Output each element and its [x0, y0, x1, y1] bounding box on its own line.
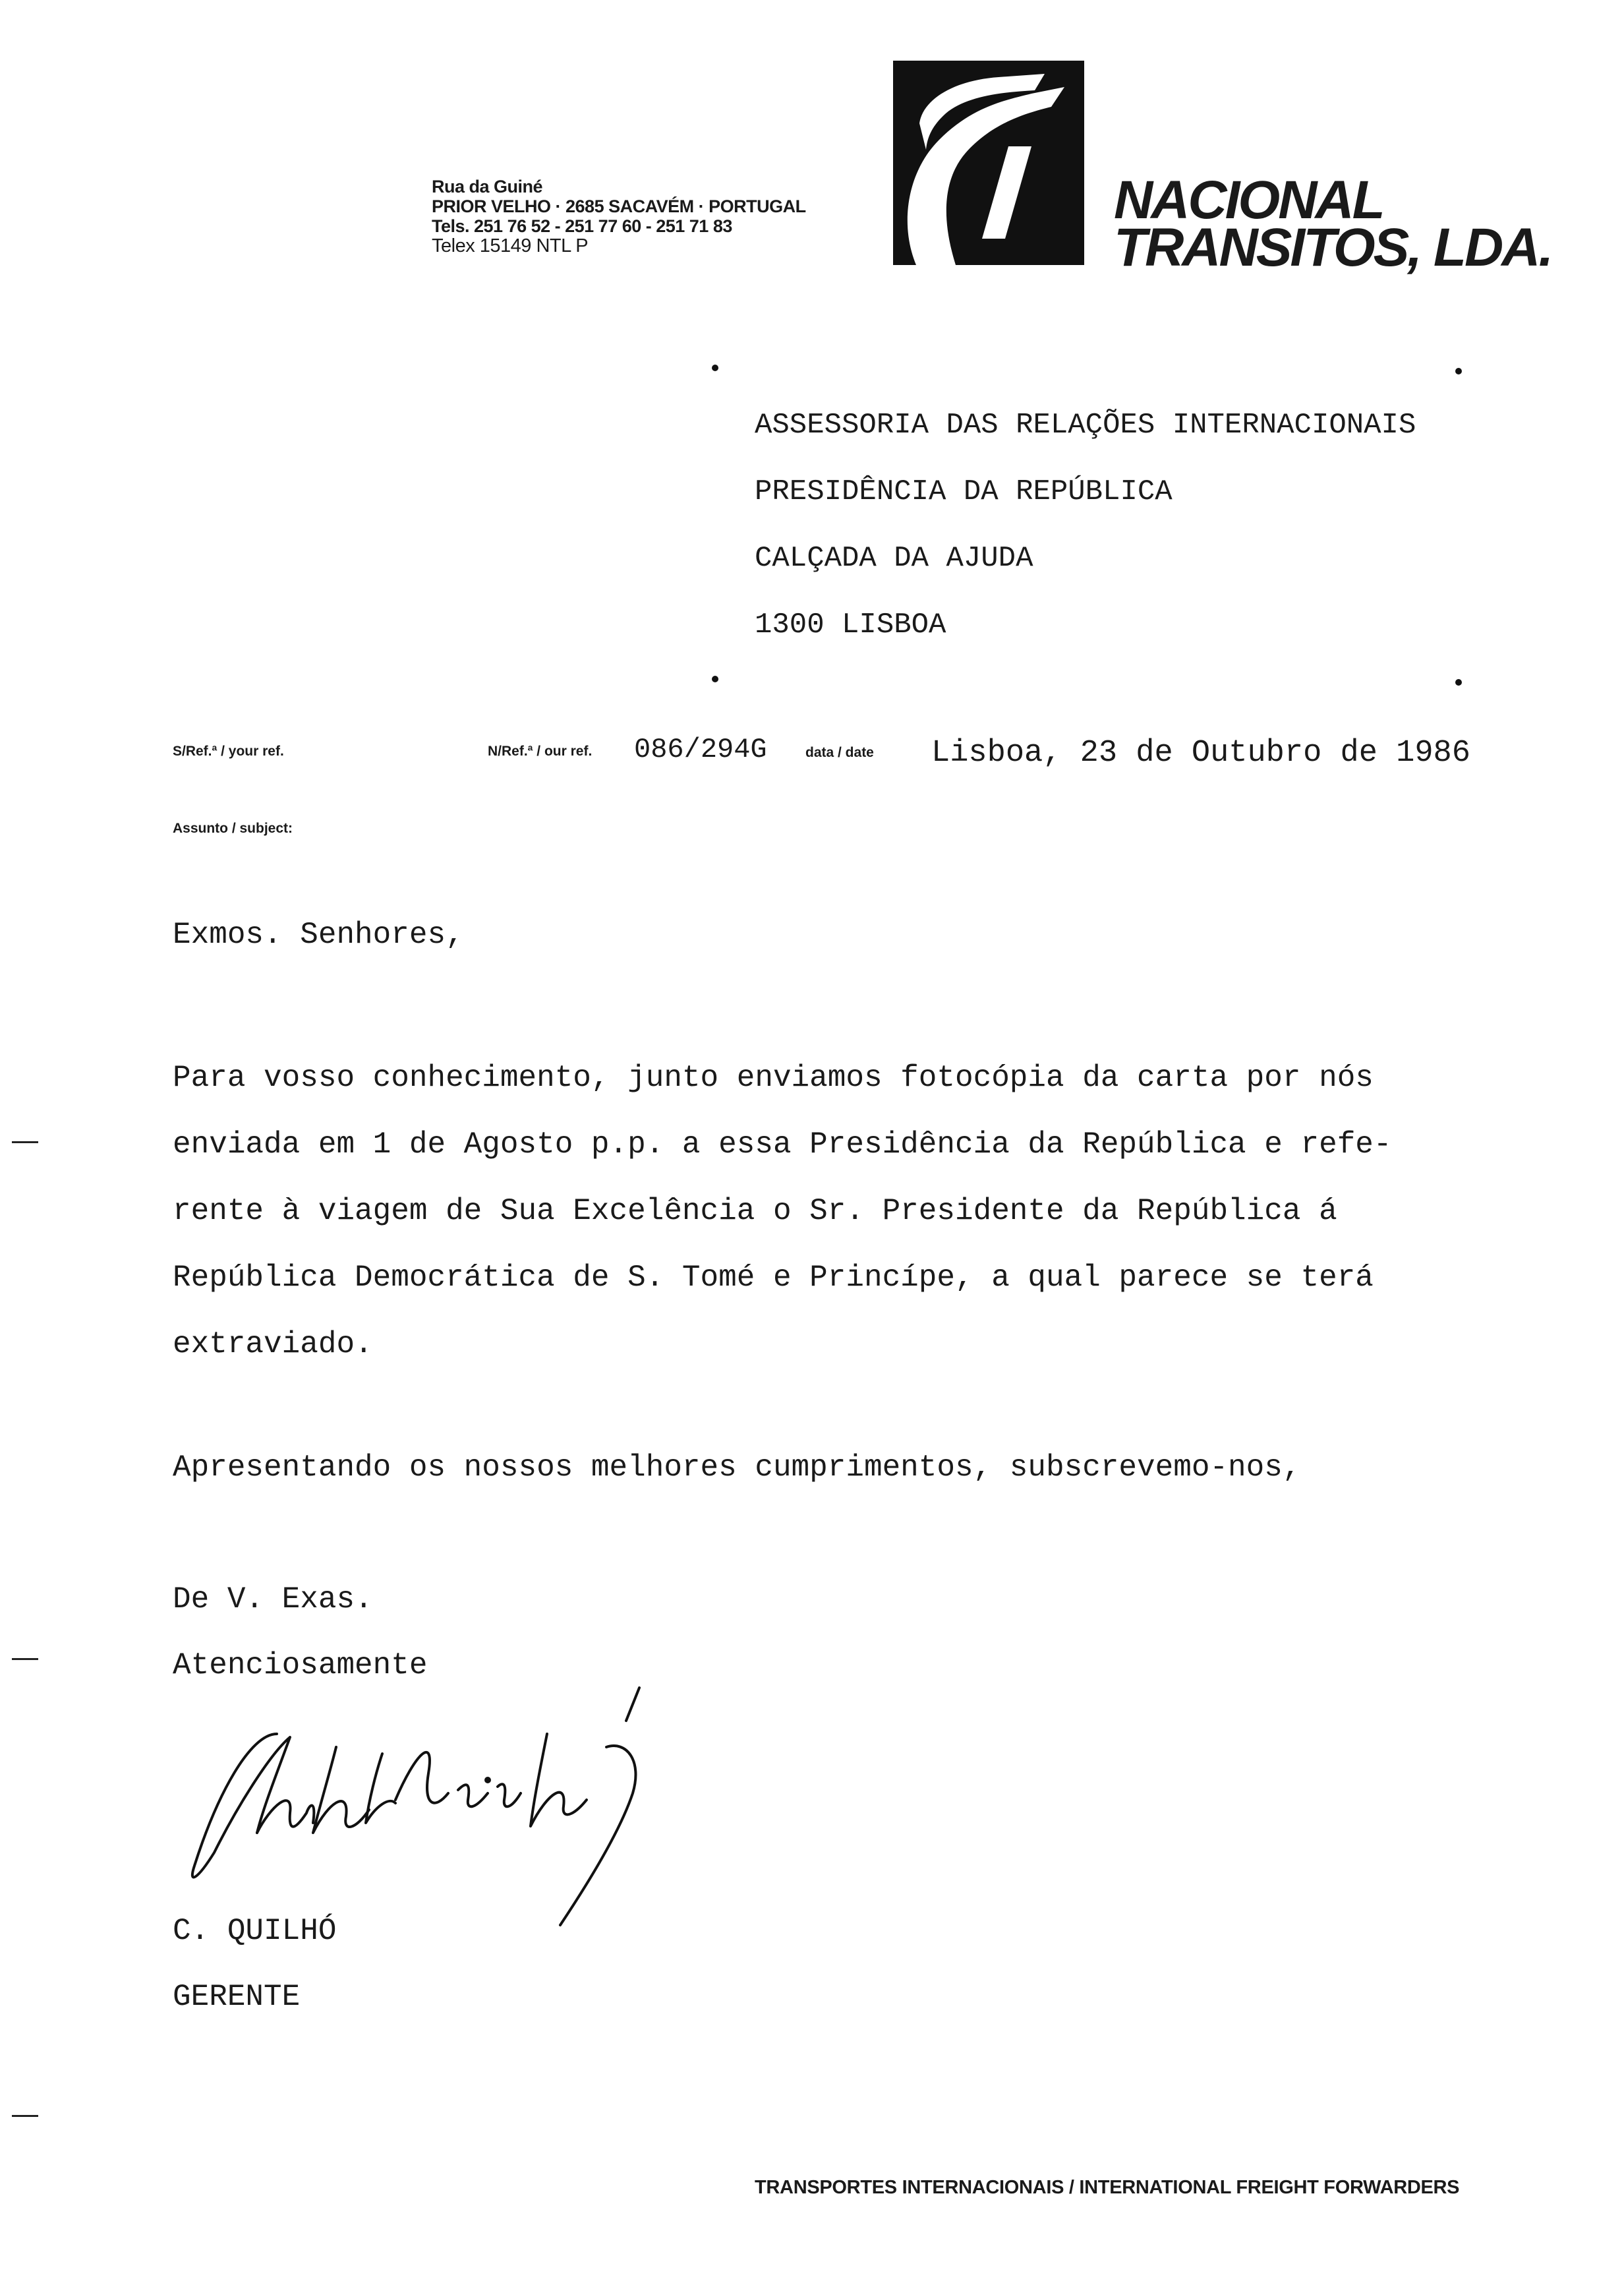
address-window-mark: [712, 676, 718, 682]
margin-mark: [12, 1141, 38, 1143]
closing-line: De V. Exas.: [173, 1582, 373, 1617]
signature: [178, 1675, 666, 1951]
body-line: extraviado.: [173, 1327, 373, 1361]
recipient-line: ASSESSORIA DAS RELAÇÕES INTERNACIONAIS: [755, 409, 1416, 442]
your-ref-label: S/Ref.ª / your ref.: [173, 744, 284, 759]
our-ref-value: 086/294G: [634, 734, 767, 765]
body-line: República Democrática de S. Tomé e Princípe, a qual parece se terá: [173, 1261, 1374, 1295]
recipient-address: [755, 392, 1416, 659]
body-line: enviada em 1 de Agosto p.p. a essa Presidência da República e refe-: [173, 1127, 1392, 1162]
address-window-mark: [712, 365, 718, 371]
address-line: Rua da Guiné: [432, 177, 543, 196]
company-name-line: NACIONAL: [1114, 170, 1383, 230]
body-paragraph: [173, 1045, 1392, 1378]
letterhead-address: [432, 177, 806, 256]
address-line: Tels. 251 76 52 - 251 77 60 - 251 71 83: [432, 216, 732, 236]
margin-mark: [12, 1658, 38, 1660]
signatory-title: GERENTE: [173, 1980, 301, 2014]
body-line: Para vosso conhecimento, junto enviamos fotocópia da carta por nós: [173, 1061, 1374, 1095]
closing-line: Atenciosamente: [173, 1648, 428, 1682]
address-line: PRIOR VELHO · 2685 SACAVÉM · PORTUGAL: [432, 196, 806, 216]
address-window-mark: [1455, 368, 1462, 374]
date-value: Lisboa, 23 de Outubro de 1986: [931, 736, 1470, 771]
signatory-name: C. QUILHÓ: [173, 1914, 337, 1948]
company-logo-icon: [893, 61, 1084, 265]
telex-line: Telex 15149 NTL P: [432, 235, 589, 256]
footer-tagline: TRANSPORTES INTERNACIONAIS / INTERNATIONAL FREIGHT FORWARDERS: [755, 2177, 1460, 2198]
company-name-line: TRANSITOS, LDA.: [1114, 218, 1552, 278]
date-label: data / date: [805, 745, 874, 760]
salutation: Exmos. Senhores,: [173, 918, 464, 952]
margin-mark: [12, 2115, 38, 2117]
company-name: [1114, 170, 1552, 278]
recipient-line: PRESIDÊNCIA DA REPÚBLICA: [755, 475, 1173, 508]
body-line: rente à viagem de Sua Excelência o Sr. Presidente da República á: [173, 1194, 1337, 1228]
recipient-line: 1300 LISBOA: [755, 609, 946, 641]
address-window-mark: [1455, 679, 1462, 686]
subject-label: Assunto / subject:: [173, 821, 293, 836]
our-ref-label: N/Ref.ª / our ref.: [488, 744, 593, 759]
recipient-line: CALÇADA DA AJUDA: [755, 542, 1033, 575]
closing-sentence: Apresentando os nossos melhores cumprimentos, subscrevemo-nos,: [173, 1450, 1301, 1485]
